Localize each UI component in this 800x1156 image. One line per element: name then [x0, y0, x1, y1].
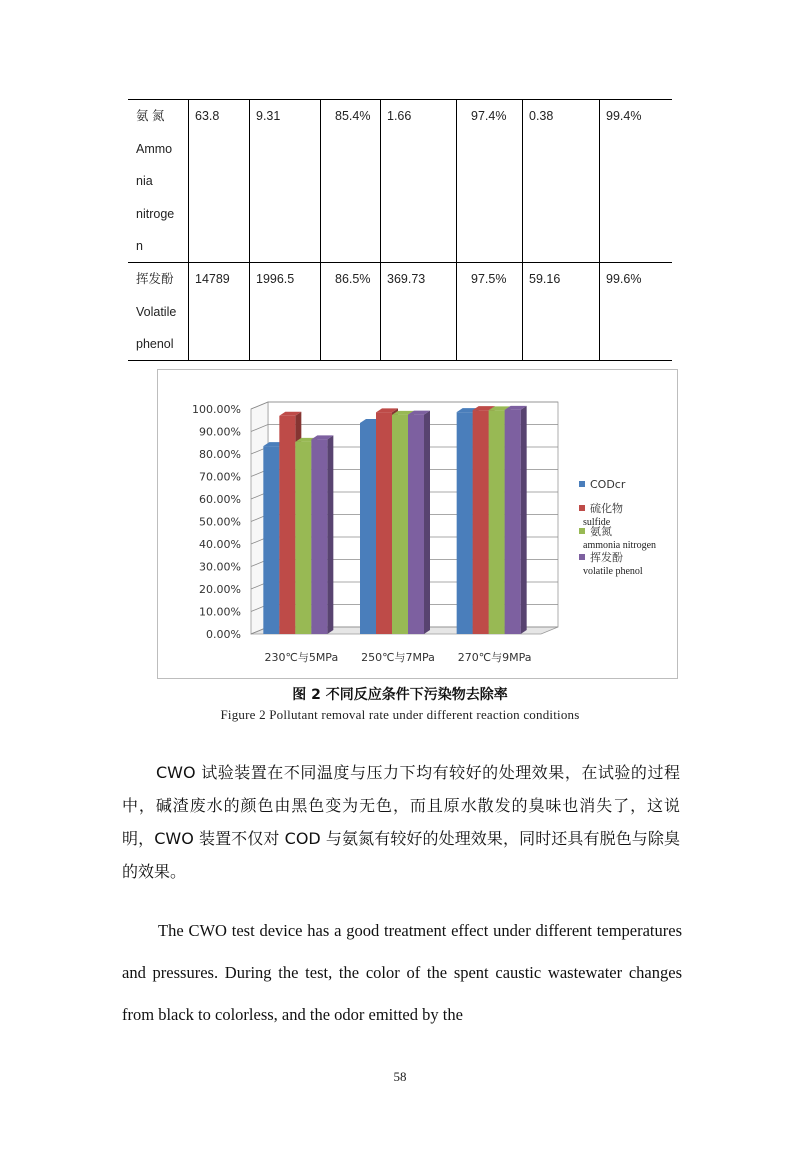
x-tick-label: 270℃与9MPa: [457, 651, 532, 664]
legend-label-en: ammonia nitrogen: [583, 540, 657, 551]
bar-side: [327, 435, 333, 634]
legend-label-en: sulfide: [583, 517, 611, 528]
legend-label-en: volatile phenol: [583, 566, 643, 577]
legend-swatch: [579, 554, 585, 560]
paragraph-cn-text: CWO 试验装置在不同温度与压力下均有较好的处理效果，在试验的过程中，碱渣废水的颜色由黑色变为无色，而且原水散发的臭味也消失了，这说明，CWO 装置不仅对 COD 与氨氮有较好的处理效果，同时还具有脱色与除臭的效果。: [122, 763, 680, 881]
y-tick-label: 100.00%: [192, 403, 241, 416]
row-label: [128, 263, 188, 360]
y-tick-label: 60.00%: [199, 493, 241, 506]
label-line: nia: [136, 174, 153, 188]
page-number: 58: [393, 1069, 407, 1084]
bar-chart: [157, 369, 678, 679]
y-tick-label: 40.00%: [199, 538, 241, 551]
table-cell: 97.4%: [456, 100, 522, 262]
legend-label: CODcr: [590, 478, 626, 491]
table-row: [128, 100, 672, 263]
bar: [392, 415, 408, 634]
row-label: [128, 100, 188, 262]
legend-label: 硫化物: [590, 502, 623, 515]
y-tick-label: 80.00%: [199, 448, 241, 461]
table-cell: 0.38: [522, 100, 599, 262]
legend-swatch: [579, 481, 585, 487]
bar: [408, 415, 424, 634]
bar: [505, 410, 521, 634]
label-line: Ammo: [136, 141, 173, 156]
y-tick-label: 70.00%: [199, 470, 241, 484]
table-cell: 1996.5: [249, 263, 320, 360]
label-line: 氨 氮: [136, 109, 165, 123]
table-cell: 99.4%: [599, 100, 672, 262]
y-tick-label: 20.00%: [199, 583, 241, 596]
x-tick-label: 250℃与7MPa: [361, 651, 435, 664]
table-cell: 369.73: [380, 263, 456, 360]
table-cell: 97.5%: [456, 263, 522, 360]
label-line: 挥发酚: [136, 272, 174, 286]
table-cell: 63.8: [188, 100, 249, 262]
table-row: [128, 263, 672, 360]
bar: [263, 446, 279, 634]
y-tick-label: 0.00%: [206, 628, 241, 641]
label-line: phenol: [136, 337, 174, 351]
bar: [457, 412, 473, 634]
table-cell: 85.4%: [320, 100, 380, 262]
paragraph-en: [122, 910, 682, 1036]
table-cell: 14789: [188, 263, 249, 360]
bar: [360, 423, 376, 634]
table-cell: 86.5%: [320, 263, 380, 360]
label-line: n: [136, 239, 143, 253]
legend-label: 挥发酚: [590, 551, 623, 564]
bar: [489, 410, 505, 634]
bar-side: [424, 411, 430, 634]
paragraph-cn: [122, 756, 680, 888]
bar-side: [521, 406, 527, 634]
paragraph-en-text: The CWO test device has a good treatment effect under different temperatures and pressures. During the test, the color of the spent caustic wastewater changes from black to colorless, and the odor emitted by the: [122, 921, 682, 1024]
y-tick-label: 30.00%: [199, 560, 241, 574]
bar: [311, 439, 327, 634]
table-cell: 1.66: [380, 100, 456, 262]
bar: [279, 416, 295, 634]
y-tick-label: 10.00%: [199, 605, 241, 619]
legend-swatch: [579, 528, 585, 534]
y-tick-label: 90.00%: [199, 425, 241, 439]
bar: [473, 410, 489, 634]
table-cell: 59.16: [522, 263, 599, 360]
label-line: nitroge: [136, 206, 175, 221]
table-cell: 99.6%: [599, 263, 672, 360]
y-tick-label: 50.00%: [199, 515, 241, 529]
data-table: [128, 99, 672, 361]
table-cell: 9.31: [249, 100, 320, 262]
bar: [295, 442, 311, 634]
legend-label: 氨氮: [590, 525, 612, 538]
figure-caption-cn: 图 2 不同反应条件下污染物去除率: [292, 687, 508, 703]
chart-canvas: [158, 370, 677, 678]
figure-caption-en: Figure 2 Pollutant removal rate under different reaction conditions: [220, 707, 580, 722]
x-tick-label: 230℃与5MPa: [264, 651, 339, 664]
legend-swatch: [579, 505, 585, 511]
bar: [376, 412, 392, 634]
label-line: Volatile: [136, 304, 177, 319]
